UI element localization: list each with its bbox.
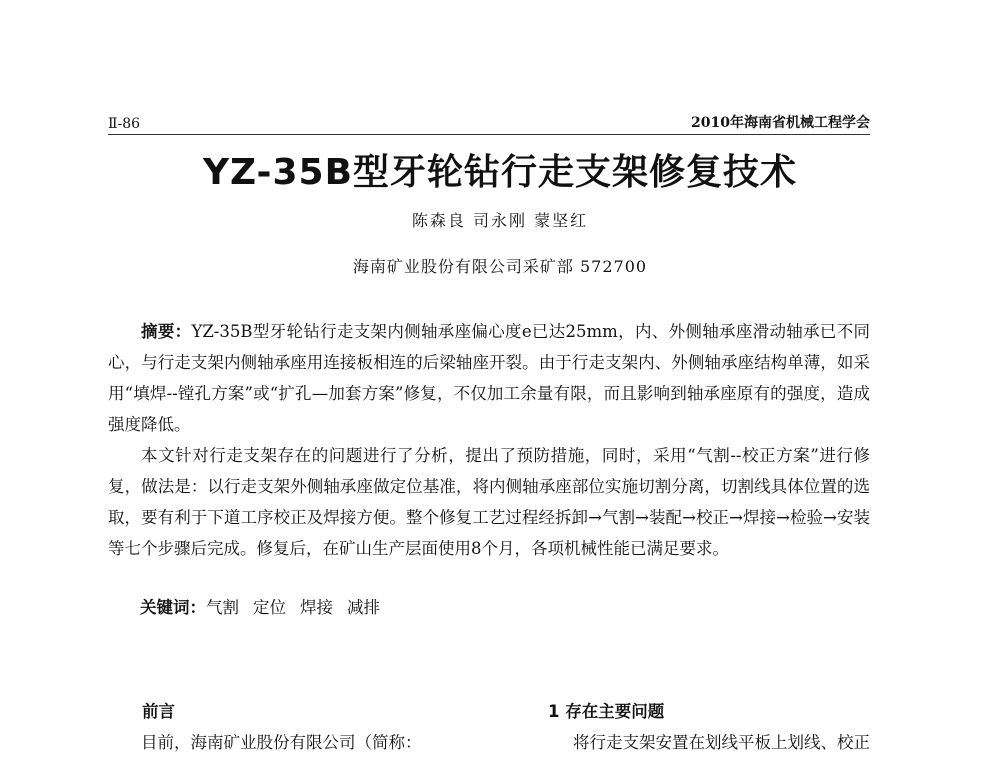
running-header — [108, 112, 870, 135]
section-heading-problems: 1 存在主要问题 — [548, 702, 665, 721]
abstract — [108, 316, 870, 564]
keywords-label: 关键词： — [140, 598, 206, 617]
abstract-paragraph-1 — [108, 316, 870, 440]
affiliation: 海南矿业股份有限公司采矿部 572700 — [352, 257, 648, 276]
author-list: 陈森良 司永刚 蒙坚红 — [411, 211, 589, 230]
section-heading-preface: 前言 — [142, 702, 175, 721]
abstract-paragraph-2: 本文针对行走支架存在的问题进行了分析，提出了预防措施，同时，采用“气割--校正方案”进行修复，做法是：以行走支架外侧轴承座做定位基准，将内侧轴承座部位实施切割分离，切割线具体位置的选取，要有利于下道工序校正及焊接方便。整个修复工艺过程经拆卸→气割→装配→校正→焊接→检验→安装等七个步骤后完成。修复后，在矿山生产层面使用8个月，各项机械性能已满足要求。 — [108, 446, 870, 558]
abstract-text-1: YZ-35B型牙轮钻行走支架内侧轴承座偏心度e已达25mm，内、外侧轴承座滑动轴承已不同心，与行走支架内侧轴承座用连接板相连的后梁轴座开裂。由于行走支架内、外侧轴承座结构单薄，如采用“填焊--镗孔方案”或“扩孔—加套方案”修复，不仅加工余量有限，而且影响到轴承座原有的强度，造成强度降低。 — [108, 322, 871, 434]
journal-name: 2010年海南省机械工程学会 — [691, 115, 870, 131]
keywords — [140, 594, 380, 618]
abstract-label: 摘要： — [141, 322, 192, 341]
problems-text: 将行走支架安置在划线平板上划线、校正 — [573, 733, 870, 752]
right-column — [540, 696, 870, 758]
paper-title: YZ-35B型牙轮钻行走支架修复技术 — [202, 152, 798, 193]
keyword-item: 定位 — [253, 598, 286, 617]
left-column — [108, 696, 438, 758]
page-number: Ⅱ-86 — [108, 116, 141, 132]
preface-text: 目前，海南矿业股份有限公司（简称： — [141, 733, 422, 752]
keyword-item: 气割 — [206, 598, 239, 617]
keyword-item: 减排 — [347, 598, 380, 617]
keyword-item: 焊接 — [300, 598, 333, 617]
